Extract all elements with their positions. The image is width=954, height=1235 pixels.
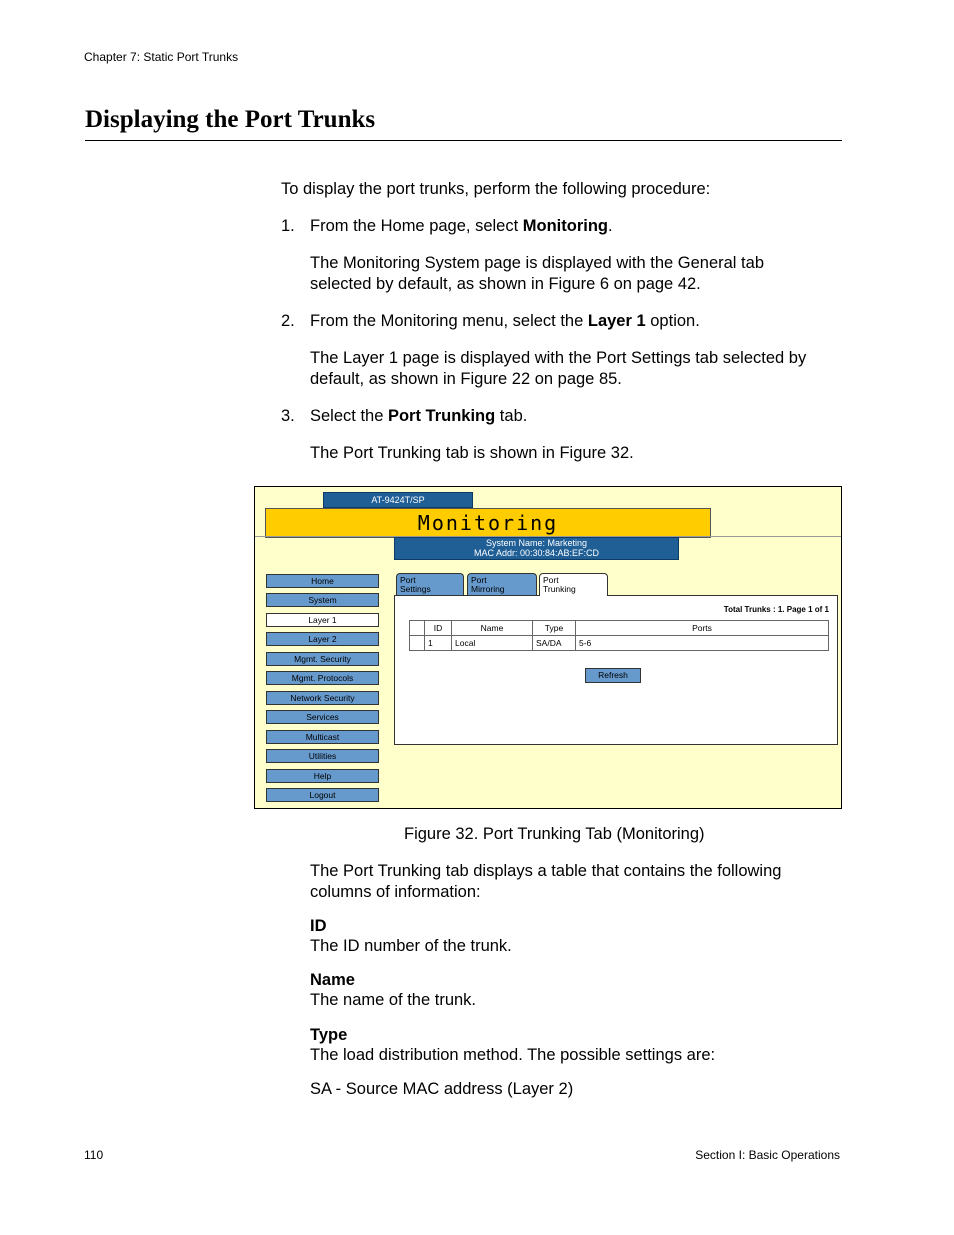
term-id: ID: [310, 917, 327, 935]
tab-label-line2: Mirroring: [471, 584, 505, 594]
tab-label-line2: Settings: [400, 584, 431, 594]
nav-help-button[interactable]: Help: [266, 769, 379, 783]
refresh-button[interactable]: Refresh: [585, 668, 641, 683]
cell-id: 1: [425, 636, 452, 651]
tab-port-mirroring[interactable]: [467, 573, 537, 595]
mac-address: MAC Addr: 00:30:84:AB:EF:CD: [473, 548, 600, 558]
nav-mgmt-security-button[interactable]: Mgmt. Security: [266, 652, 379, 666]
tab-port-trunking[interactable]: [539, 573, 608, 596]
figure-caption: Figure 32. Port Trunking Tab (Monitoring): [404, 825, 705, 843]
total-trunks: Total Trunks : 1. Page 1 of 1: [723, 605, 829, 614]
desc-type: The load distribution method. The possible settings are:: [310, 1046, 716, 1064]
col-name: Name: [452, 621, 533, 636]
chapter-header: Chapter 7: Static Port Trunks: [84, 50, 239, 64]
nav-services-button[interactable]: Services: [266, 710, 379, 724]
step-2: From the Monitoring menu, select the Layer 1 option.: [310, 312, 700, 330]
nav-multicast-button[interactable]: Multicast: [266, 730, 379, 744]
nav-mgmt-protocols-button[interactable]: Mgmt. Protocols: [266, 671, 379, 685]
nav-layer2-button[interactable]: Layer 2: [266, 632, 379, 646]
tab-port-settings[interactable]: [396, 573, 464, 595]
col-id: ID: [425, 621, 452, 636]
nav-layer1-button[interactable]: Layer 1: [266, 613, 379, 627]
desc-id: The ID number of the trunk.: [310, 937, 512, 955]
cell-ports: 5-6: [576, 636, 829, 651]
model-label: AT-9424T/SP: [323, 492, 473, 508]
intro-text: To display the port trunks, perform the following procedure:: [281, 180, 711, 198]
step-number: 2.: [281, 312, 295, 330]
cell-name: Local: [452, 636, 533, 651]
section-title: Displaying the Port Trunks: [85, 106, 376, 133]
nav-network-security-button[interactable]: Network Security: [266, 691, 379, 705]
step-1: From the Home page, select Monitoring.: [310, 217, 613, 235]
step-3: Select the Port Trunking tab.: [310, 407, 528, 425]
term-type: Type: [310, 1026, 348, 1044]
tab-label-line1: Port: [471, 575, 487, 585]
tab-label-line1: Port: [543, 575, 559, 585]
col-ports: Ports: [576, 621, 829, 636]
step-1-note: The Monitoring System page is displayed with the General tab selected by default, as shown in Figure 6 on page 42.: [310, 254, 764, 293]
tab-label-line2: Trunking: [543, 584, 576, 594]
footer-section: Section I: Basic Operations: [695, 1148, 840, 1162]
trunk-panel: [394, 595, 838, 745]
nav-utilities-button[interactable]: Utilities: [266, 749, 379, 763]
table-row[interactable]: [410, 636, 829, 651]
cell-type: SA/DA: [533, 636, 576, 651]
col-select: [410, 621, 425, 636]
system-info-box: [394, 537, 679, 560]
step-number: 3.: [281, 407, 295, 425]
banner-title: Monitoring: [417, 511, 559, 535]
sa-line: SA - Source MAC address (Layer 2): [310, 1080, 574, 1098]
page-number: 110: [84, 1148, 104, 1162]
nav-home-button[interactable]: Home: [266, 574, 379, 588]
step-2-note: The Layer 1 page is displayed with the Port Settings tab selected by default, as shown in Figure 22 on page 85.: [310, 349, 807, 388]
tab-label-line1: Port: [400, 575, 416, 585]
monitoring-banner: [265, 508, 711, 538]
after-figure-text: The Port Trunking tab displays a table that contains the following columns of information:: [310, 862, 782, 901]
step-3-note: The Port Trunking tab is shown in Figure 32.: [310, 444, 634, 462]
trunk-table: [409, 620, 829, 651]
figure-screenshot: [254, 486, 842, 809]
title-divider: [85, 140, 842, 141]
term-name: Name: [310, 971, 355, 989]
step-number: 1.: [281, 217, 295, 235]
system-name: System Name: Marketing: [485, 538, 588, 548]
col-type: Type: [533, 621, 576, 636]
nav-system-button[interactable]: System: [266, 593, 379, 607]
nav-logout-button[interactable]: Logout: [266, 788, 379, 802]
desc-name: The name of the trunk.: [310, 991, 477, 1009]
row-select[interactable]: [410, 636, 425, 651]
